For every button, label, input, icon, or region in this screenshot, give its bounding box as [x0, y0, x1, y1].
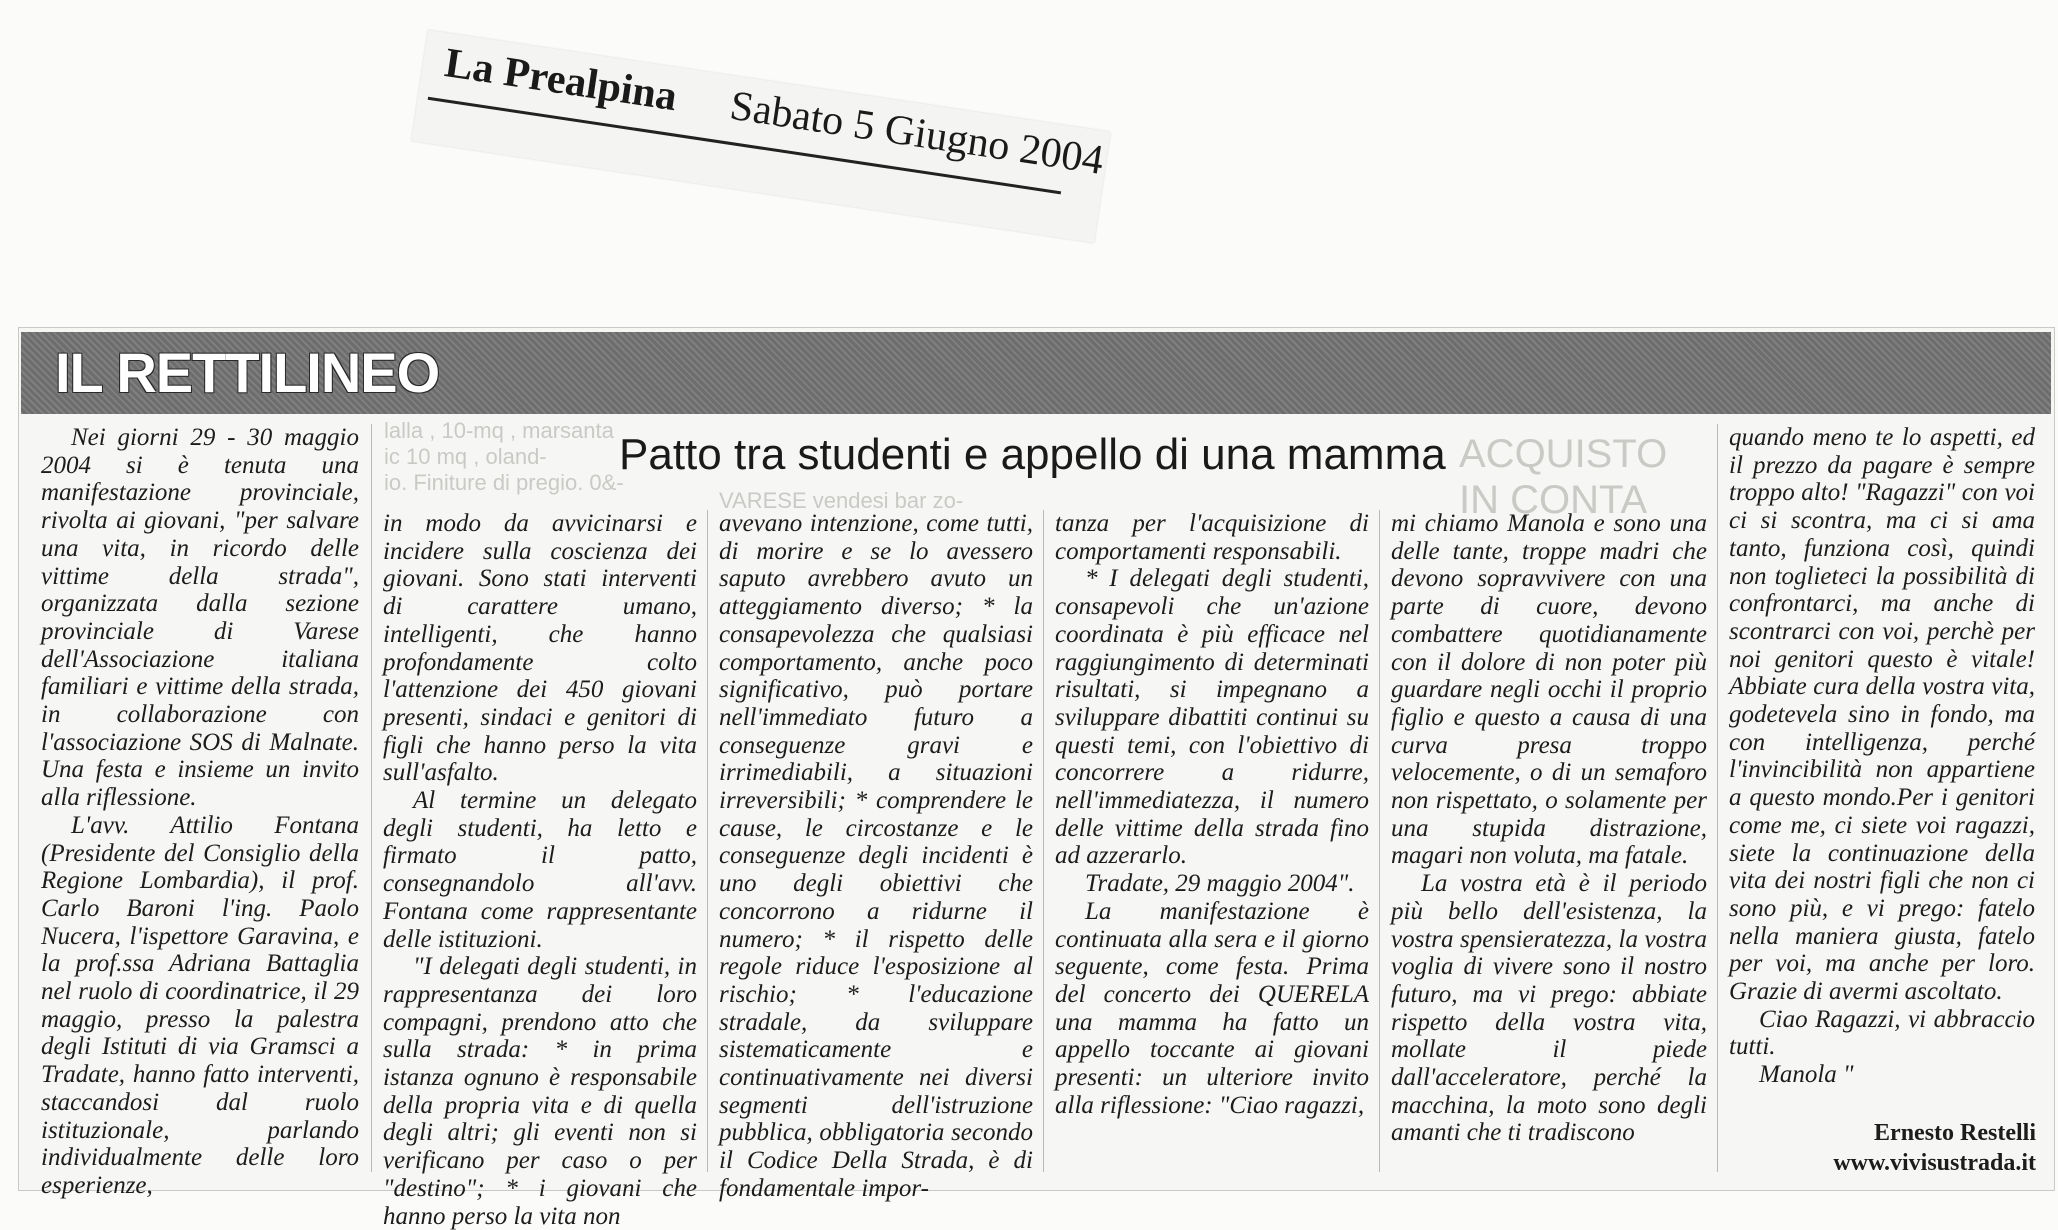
paragraph: La vostra età è il periodo più bello dell'esistenza, la vostra spensieratezza, la vostra voglia di vivere sono il nostro futuro, ma vi prego: abbiate rispetto della vostra vita, mollate il piede dall'acceleratore, perché la macchina, la moto sono degli amanti che ti tradiscono	[1391, 870, 1707, 1147]
paragraph: "I delegati degli studenti, in rappresentanza dei loro compagni, prendono atto che sulla strada: * in prima istanza ognuno è responsabile della propria vita e di quella degli altri; gli eventi non si verificano per caso o per "destino"; * i giovani che hanno perso la vita non	[383, 953, 697, 1230]
column-rule	[1379, 510, 1380, 1172]
paragraph: La manifestazione è continuata alla sera e il giorno seguente, come festa. Prima del concerto dei QUERELA una mamma ha fatto un appello toccante ai giovani presenti: un ulteriore invito alla riflessione: "Ciao ragazzi,	[1055, 897, 1369, 1119]
article-column-2	[383, 510, 697, 1230]
paragraph: L'avv. Attilio Fontana (Presidente del Consiglio della Regione Lombardia), il prof. Carlo Baroni l'ing. Paolo Nucera, l'ispettore Garavina, e la prof.ssa Adriana Battaglia nel ruolo di coordinatrice, il 29 maggio, presso la palestra degli Istituti di via Gramsci a Tradate, hanno fatto interventi, staccandosi dal ruolo istituzionale, parlando individualmente delle loro esperienze,	[41, 811, 359, 1199]
publication-date: Sabato 5 Giugno 2004	[727, 82, 1107, 184]
column-rule	[1043, 510, 1044, 1172]
section-banner	[21, 332, 2051, 414]
article-column-4	[1055, 510, 1369, 1172]
article-column-3	[719, 510, 1033, 1202]
column-rule	[707, 510, 708, 1172]
newspaper-name: La Prealpina	[441, 40, 680, 121]
masthead-clipping	[411, 30, 1110, 243]
column-rule	[371, 424, 372, 1172]
paragraph: quando meno te lo aspetti, ed il prezzo da pagare è sempre troppo alto! "Ragazzi" con voi ci si scontra, ma ci si ama tanto, funziona così, quindi non toglieteci la possibilità di confrontarci, ma anche di scontrarci con voi, perchè per noi genitori questo è vitale! Abbiate cura della vostra vita, godetevela sino in fondo, ma con intelligenza, perché l'invincibilità non appartiene a questo mondo.Per i genitori come me, ci siete voi ragazzi, siete la continuazione della vita dei nostri figli che non ci sono più, e vi prego: fatelo nella maniera giusta, fatelo per voi, ma anche per loro. Grazie di avermi ascoltato.	[1729, 424, 2035, 1006]
author-name: Ernesto Restelli	[1874, 1120, 2036, 1146]
paragraph: * I delegati degli studenti, consapevoli che un'azione coordinata è più efficace nel raggiungimento di determinati risultati, si impegnano a sviluppare dibattiti continui su questi temi, con l'obiettivo di concorrere a ridurre, nell'immediatezza, il numero delle vittime della strada fino ad azzerarlo.	[1055, 565, 1369, 870]
article-column-6	[1729, 424, 2035, 1089]
paragraph: mi chiamo Manola e sono una delle tante, troppe madri che devono sopravvivere con una parte di cuore, devono combattere quotidianamente con il dolore di non poter più guardare negli occhi il proprio figlio e questo a causa di una curva presa troppo velocemente, o di un semaforo non rispettato, o solamente per una stupida distrazione, magari non voluta, ma fatale.	[1391, 510, 1707, 870]
section-title: IL RETTILINEO	[55, 341, 440, 404]
paragraph: Tradate, 29 maggio 2004".	[1085, 870, 1355, 898]
paragraph: tanza per l'acquisizione di comportamenti responsabili.	[1055, 510, 1369, 565]
paragraph: Manola "	[1759, 1061, 1854, 1089]
bleed-through-text: lalla , 10-mq , marsanta	[384, 418, 614, 443]
paragraph: in modo da avvicinarsi e incidere sulla coscienza dei giovani. Sono stati interventi di carattere umano, intelligenti, che hanno profondamente colto l'attenzione dei 450 giovani presenti, sindaci e genitori di figli che hanno perso la vita sull'asfalto.	[383, 510, 697, 787]
article-clipping	[18, 327, 2055, 1230]
bleed-through-text: io. Finiture di pregio. 0&-	[384, 470, 624, 495]
paragraph: Al termine un delegato degli studenti, ha letto e firmato il patto, consegnandolo all'avv. Fontana come rappresentante delle istituzioni.	[383, 787, 697, 953]
bleed-through-text: IN CONTA	[1459, 478, 1648, 522]
bleed-through-text: ACQUISTO	[1459, 432, 1668, 476]
masthead	[442, 39, 1107, 185]
paragraph: avevano intenzione, come tutti, di morire e se lo avessero saputo avrebbero avuto un atteggiamento diverso; * la consapevolezza che qualsiasi comportamento, anche poco significativo, può portare nell'immediato futuro a conseguenze gravi e irrimediabili, a situazioni irreversibili; * comprendere le cause, le circostanze e le conseguenze degli incidenti è uno degli obiettivi che concorrono a ridurne il numero; * il rispetto delle regole riduce l'esposizione al rischio; * l'educazione stradale, da sviluppare sistematicamente e continuativamente nei diversi segmenti dell'istruzione pubblica, obbligatoria secondo il Codice Della Strada, è di fondamentale impor-	[719, 510, 1033, 1202]
article-column-1	[41, 424, 359, 1199]
byline	[1833, 1118, 2036, 1178]
article-headline: Patto tra studenti e appello di una mamma	[619, 430, 1446, 479]
author-website: www.vivisustrada.it	[1833, 1150, 2036, 1176]
article-column-5	[1391, 510, 1707, 1172]
bleed-through-text: VARESE vendesi bar zo-	[719, 488, 964, 513]
bleed-through-text: ic 10 mq , oland-	[384, 444, 547, 469]
paragraph: Nei giorni 29 - 30 maggio 2004 si è tenuta una manifestazione provinciale, rivolta ai giovani, "per salvare una vita, in ricordo delle vittime della strada", organizzata dalla sezione provinciale di Varese dell'Associazione italiana familiari e vittime della strada, in collaborazione con l'associazione SOS di Malnate. Una festa e insieme un invito alla riflessione.	[41, 424, 359, 812]
paragraph: Ciao Ragazzi, vi abbraccio tutti.	[1729, 1005, 2035, 1061]
column-rule	[1717, 424, 1718, 1172]
